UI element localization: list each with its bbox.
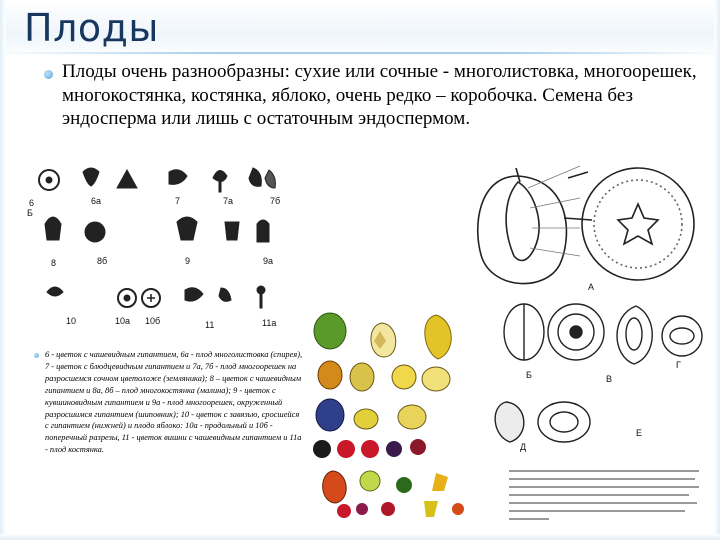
legend-line — [509, 502, 697, 504]
figure-label: А — [588, 282, 595, 292]
figure-label: В — [606, 374, 613, 384]
legend-line — [509, 510, 685, 512]
figure-label: 7а — [223, 196, 234, 206]
figure-caption-text: 6 - цветок с чашевидным гипантием, 6а - плод многолистовка (спирея), 7 - цветок с блюдцевидным гипантием и 7а, 7б - плод многоорешек на разросшемся сочном цветоложе (земляника); 8 – цветок с чашевидным гипантием и 8а, 8б – плод многокостянка (малина); 9 - цветок с кувшиновидным гипантием и 9а - плод многоорешек, окруженный разросшимся гипантием (шиповник); 10 - цветок с завязью, сросшейся с гипантием (нижней) и плодо яблоко: 10а - продольный и 10б - поперечный разрезы, 11 - цветок вишни с чашевидным гипантием и 11а - плод костянка. — [45, 350, 303, 455]
figure-label: 7 — [175, 196, 181, 206]
figure-label: 6а — [91, 196, 102, 206]
figure-label: 10 — [66, 316, 77, 326]
bullet-icon — [44, 70, 53, 79]
fruit-sections-drawing — [486, 296, 706, 452]
figure-label: Б — [27, 208, 33, 218]
figure-label: 11а — [262, 318, 277, 328]
figure-label: 8 — [51, 258, 57, 268]
figure-label: 8б — [97, 256, 108, 266]
figure-label: Г — [676, 360, 681, 370]
figure-legend-block — [505, 466, 705, 526]
legend-line — [509, 470, 699, 472]
figure-label: 6 — [29, 198, 35, 208]
figure-label: 10б — [145, 316, 161, 326]
fruit-illustrations-figure — [308, 303, 474, 521]
figure-label: 9 — [185, 256, 191, 266]
legend-line — [509, 494, 689, 496]
figure-label: Д — [520, 442, 527, 452]
flower-row-1 — [39, 168, 275, 192]
fruit-sections-figure — [486, 296, 706, 452]
apple-section-drawing — [468, 158, 703, 296]
header-divider — [0, 52, 720, 54]
frame-right — [714, 0, 720, 540]
bullet-icon — [34, 353, 39, 358]
flower-row-2 — [45, 217, 269, 242]
legend-line — [509, 478, 695, 480]
fruit-illustrations-drawing — [308, 303, 474, 521]
flower-diagrams-drawing — [27, 158, 289, 334]
figure-label: 11 — [205, 320, 215, 330]
figure-label: 9а — [263, 256, 274, 266]
flower-diagrams-figure — [27, 158, 289, 334]
frame-bottom — [0, 534, 720, 540]
figure-label: Е — [636, 428, 643, 438]
flower-row-3 — [47, 286, 265, 308]
slide-title: Плоды — [24, 6, 159, 50]
legend-line — [509, 486, 699, 488]
apple-section-figure — [468, 158, 703, 296]
figure-label: 10а — [115, 316, 131, 326]
main-bullet-text: Плоды очень разнообразны: сухие или сочные - многолистовка, многоорешек, многокостянка, костянка, яблоко, очень редко – коробочка. Семена без эндосперма или лишь с остаточным эндоспермом. — [62, 61, 697, 129]
figure-label: Б — [526, 370, 532, 380]
figure-label: 7б — [270, 196, 281, 206]
legend-line — [509, 518, 549, 520]
frame-left — [0, 0, 6, 540]
